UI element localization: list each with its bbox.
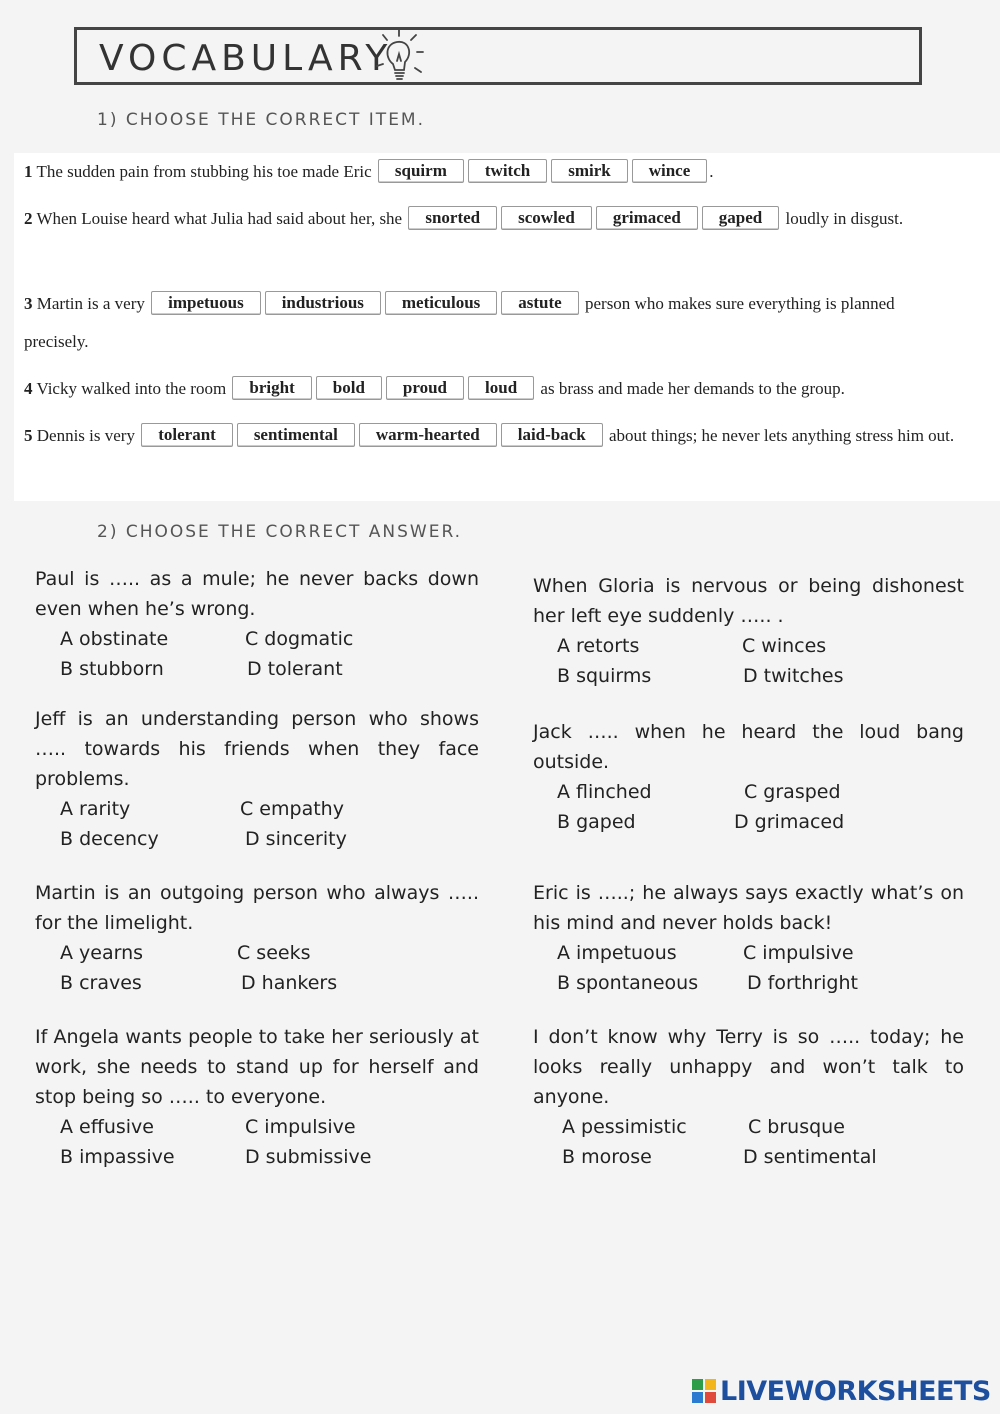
option-b[interactable]: B spontaneous (557, 972, 699, 994)
option-d[interactable]: D forthright (747, 972, 858, 994)
item-text: about things; he never lets anything stress him out. (609, 426, 955, 445)
option-b[interactable]: B impassive (60, 1146, 175, 1168)
item-2 (24, 200, 954, 238)
option-a[interactable]: A impetuous (557, 942, 677, 964)
option-chip[interactable]: impetuous (151, 291, 261, 315)
item-number: 3 (24, 294, 33, 313)
option-d[interactable]: D sentimental (743, 1146, 877, 1168)
item-text: as brass and made her demands to the group. (540, 379, 845, 398)
option-c[interactable]: C empathy (240, 798, 344, 820)
option-chip[interactable]: snorted (408, 206, 497, 230)
option-chip[interactable]: twitch (468, 159, 547, 183)
liveworksheets-logo[interactable] (692, 1375, 991, 1407)
item-number: 5 (24, 426, 33, 445)
option-chip[interactable]: smirk (551, 159, 628, 183)
item-text: person who makes sure everything is planned precisely. (24, 294, 895, 351)
option-chip[interactable]: grimaced (596, 206, 698, 230)
option-chip[interactable]: meticulous (385, 291, 497, 315)
title-box (74, 27, 922, 85)
item-number: 1 (24, 162, 33, 181)
option-d[interactable]: D sincerity (245, 828, 347, 850)
option-a[interactable]: A pessimistic (562, 1116, 687, 1138)
option-c[interactable]: C brusque (748, 1116, 845, 1138)
option-chip[interactable]: warm-hearted (359, 423, 497, 447)
option-chip[interactable]: sentimental (237, 423, 355, 447)
option-c[interactable]: C impulsive (245, 1116, 356, 1138)
option-a[interactable]: A obstinate (60, 628, 169, 650)
item-3 (24, 285, 954, 361)
item-text: loudly in disgust. (785, 209, 904, 228)
option-chip[interactable]: bright (232, 376, 311, 400)
option-b[interactable]: B craves (60, 972, 142, 994)
section2-heading: 2) CHOOSE THE CORRECT ANSWER. (97, 522, 463, 542)
question-stem: Paul is ….. as a mule; he never backs down even when he’s wrong. (35, 568, 479, 620)
question-7 (35, 1022, 479, 1172)
option-b[interactable]: B stubborn (60, 658, 164, 680)
option-d[interactable]: D tolerant (247, 658, 343, 680)
question-stem: When Gloria is nervous or being dishonest her left eye suddenly ….. . (533, 575, 964, 627)
option-chip[interactable]: laid-back (501, 423, 603, 447)
item-text: . (709, 162, 714, 181)
question-stem: I don’t know why Terry is so ….. today; he looks really unhappy and won’t talk to anyone. (533, 1026, 964, 1108)
question-stem: Jack ….. when he heard the loud bang outside. (533, 721, 964, 773)
option-chip[interactable]: gaped (702, 206, 779, 230)
option-b[interactable]: B gaped (557, 811, 636, 833)
question-8 (533, 1022, 964, 1172)
question-stem: Jeff is an understanding person who shows ….. towards his friends when they face problems. (35, 708, 479, 790)
question-6 (533, 878, 964, 998)
item-number: 2 (24, 209, 33, 228)
option-chip[interactable]: loud (468, 376, 534, 400)
item-4 (24, 370, 994, 408)
option-c[interactable]: C seeks (237, 942, 311, 964)
item-text: The sudden pain from stubbing his toe made Eric (36, 162, 372, 181)
option-chip[interactable]: proud (386, 376, 464, 400)
option-a[interactable]: A yearns (60, 942, 144, 964)
item-1 (24, 153, 994, 191)
option-a[interactable]: A effusive (60, 1116, 154, 1138)
option-d[interactable]: D submissive (245, 1146, 372, 1168)
question-stem: Eric is …..; he always says exactly what’s on his mind and never holds back! (533, 882, 964, 934)
option-chip[interactable]: scowled (501, 206, 592, 230)
option-d[interactable]: D grimaced (734, 811, 845, 833)
item-text: When Louise heard what Julia had said about her, she (36, 209, 403, 228)
section1-heading: 1) CHOOSE THE CORRECT ITEM. (97, 110, 426, 130)
option-b[interactable]: B morose (562, 1146, 652, 1168)
option-a[interactable]: A rarity (60, 798, 131, 820)
question-1 (35, 564, 479, 684)
item-number: 4 (24, 379, 33, 398)
option-b[interactable]: B decency (60, 828, 159, 850)
option-c[interactable]: C dogmatic (245, 628, 354, 650)
option-d[interactable]: D hankers (241, 972, 338, 994)
item-text: Dennis is very (36, 426, 135, 445)
option-chip[interactable]: squirm (378, 159, 464, 183)
item-text: Vicky walked into the room (36, 379, 227, 398)
option-c[interactable]: C winces (742, 635, 827, 657)
option-a[interactable]: A flinched (557, 781, 652, 803)
option-c[interactable]: C impulsive (743, 942, 854, 964)
question-4 (533, 717, 964, 837)
option-b[interactable]: B squirms (557, 665, 652, 687)
option-chip[interactable]: tolerant (141, 423, 233, 447)
option-chip[interactable]: astute (501, 291, 578, 315)
lightbulb-icon (371, 30, 435, 86)
option-c[interactable]: C grasped (744, 781, 841, 803)
question-3 (35, 704, 479, 854)
item-5 (24, 417, 994, 455)
option-chip[interactable]: industrious (265, 291, 381, 315)
question-5 (35, 878, 479, 998)
question-stem: Martin is an outgoing person who always ….. for the limelight. (35, 882, 479, 934)
option-chip[interactable]: wince (632, 159, 708, 183)
question-2 (533, 571, 964, 691)
page-title: VOCABULARY (99, 38, 393, 79)
option-a[interactable]: A retorts (557, 635, 640, 657)
option-chip[interactable]: bold (316, 376, 382, 400)
brand-name: LIVEWORKSHEETS (720, 1375, 991, 1407)
section1-panel (14, 153, 1000, 501)
liveworksheets-logo-icon (692, 1379, 716, 1403)
question-stem: If Angela wants people to take her seriously at work, she needs to stand up for herself and stop being so ….. to everyone. (35, 1026, 479, 1108)
option-d[interactable]: D twitches (743, 665, 844, 687)
item-text: Martin is a very (36, 294, 145, 313)
